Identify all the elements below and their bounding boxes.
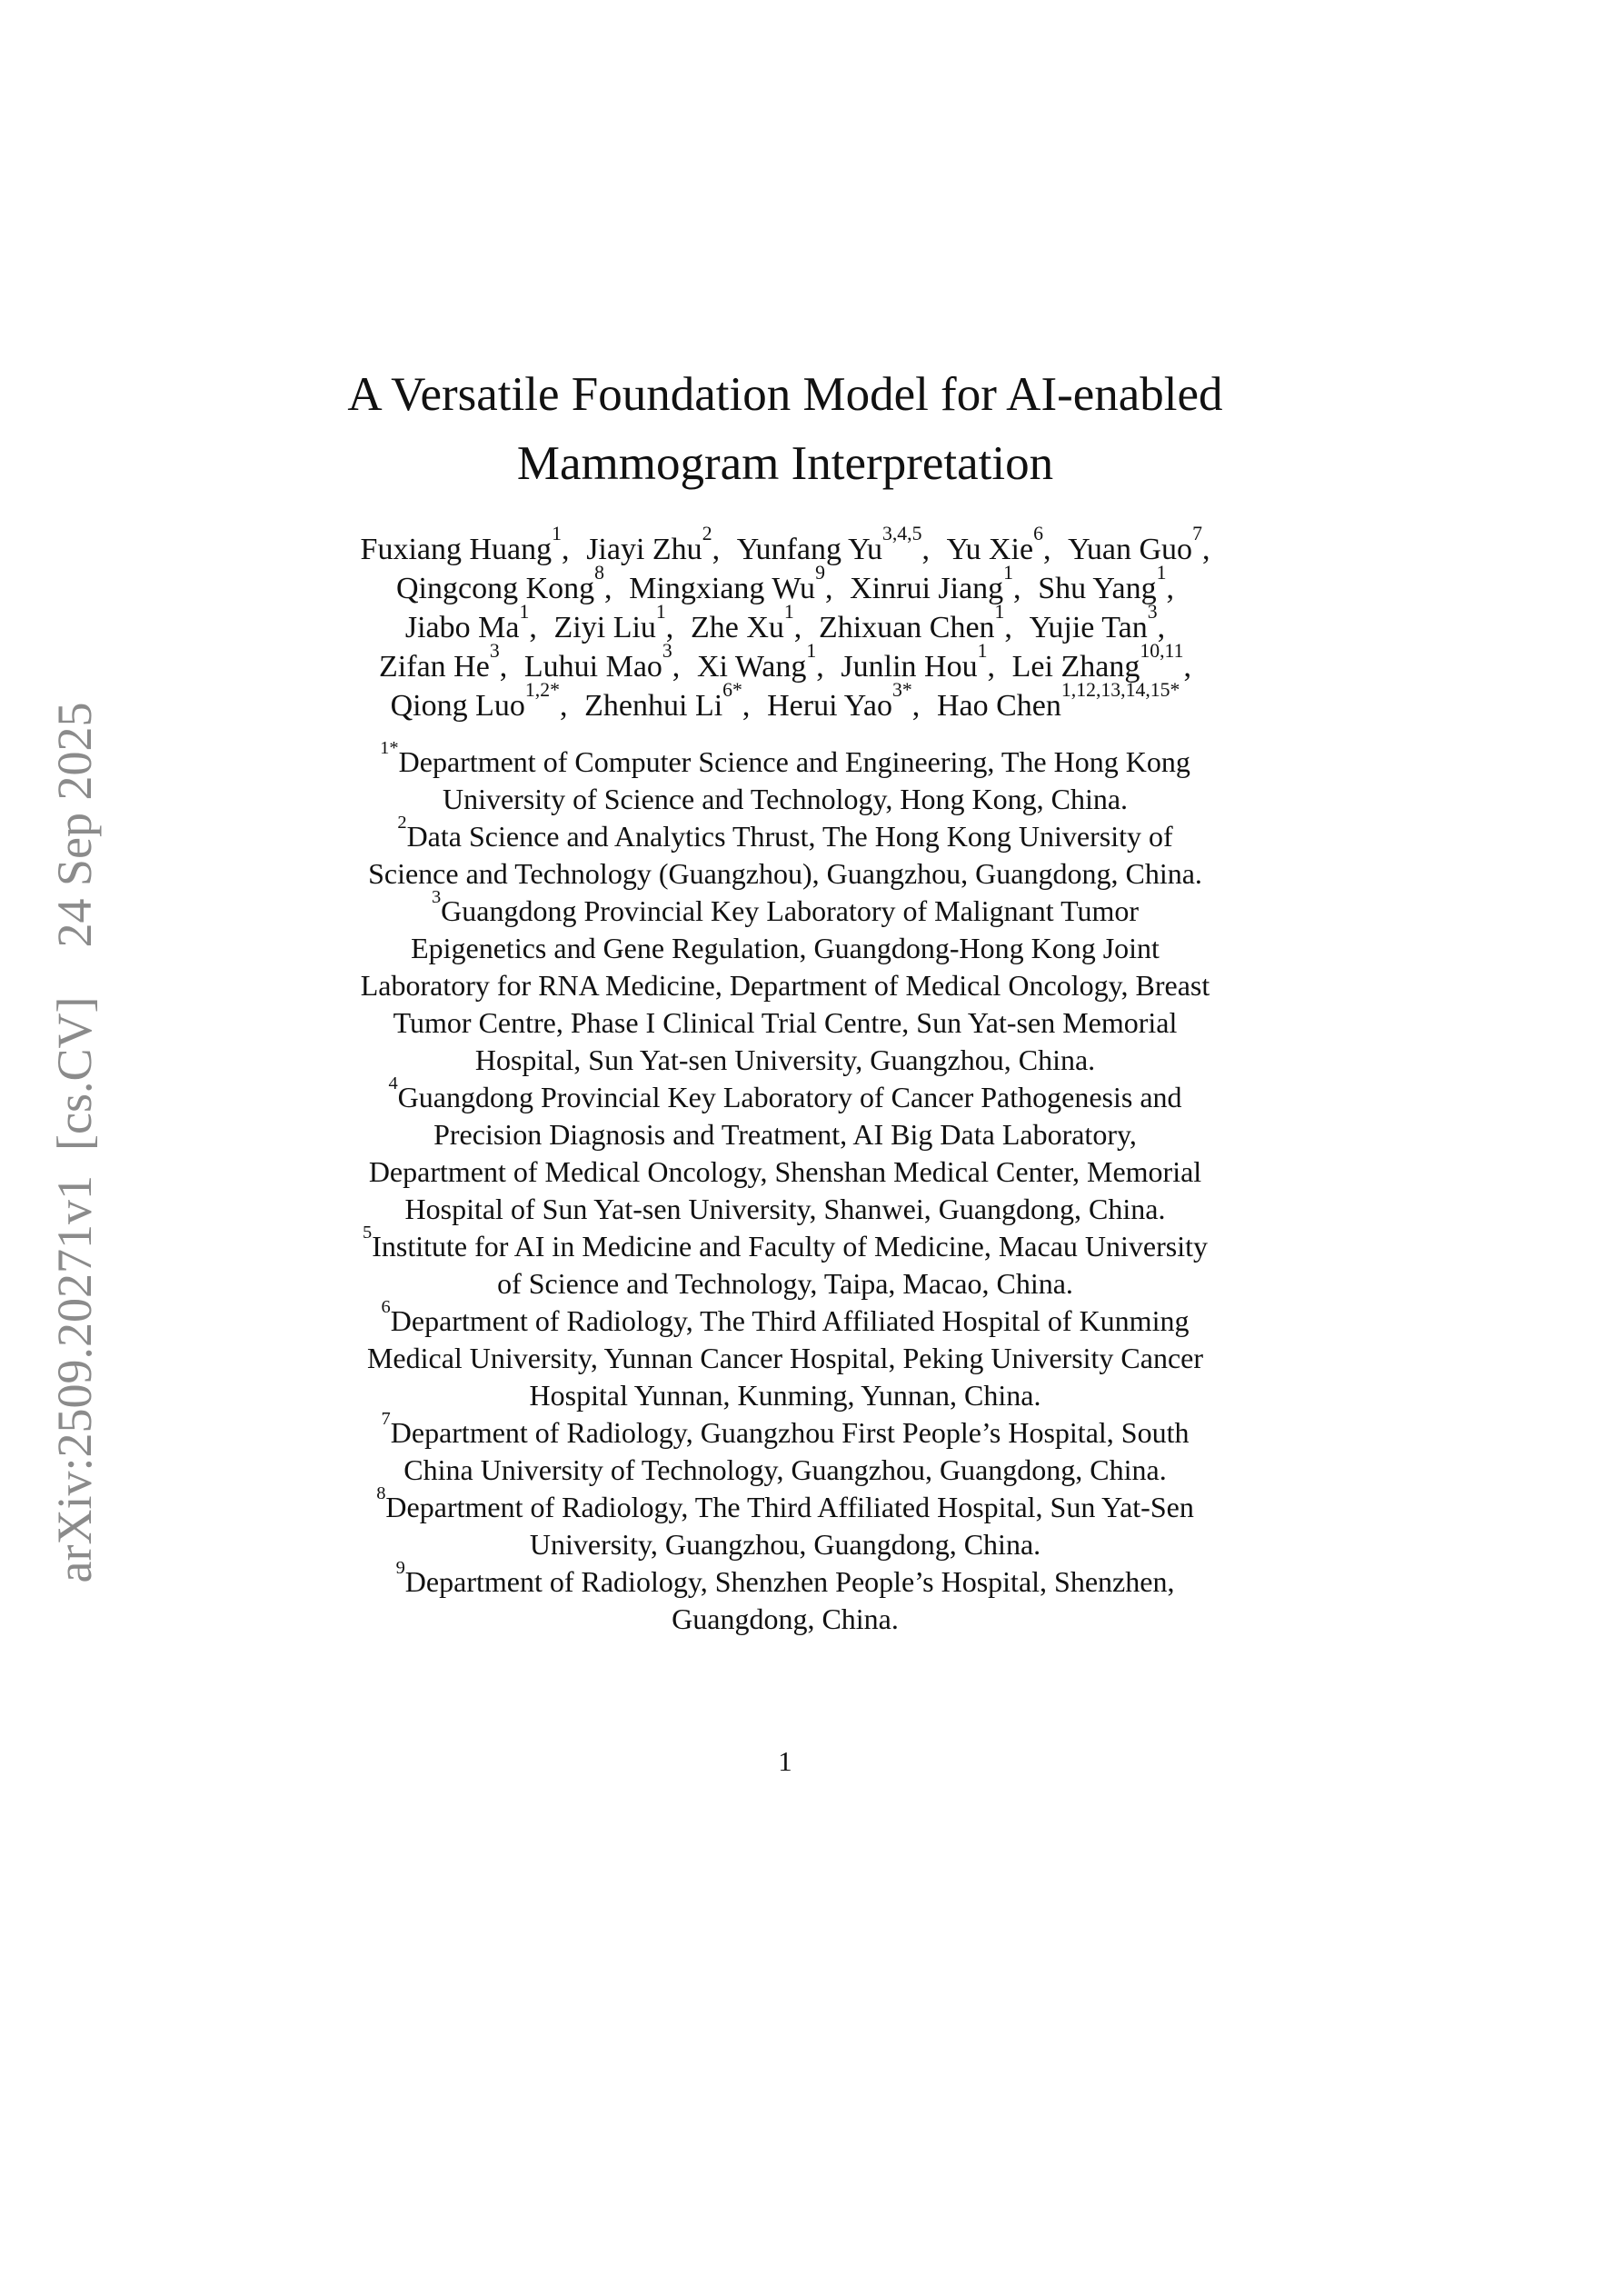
- author-separator: ,: [665, 611, 674, 644]
- affiliation-text: Tumor Centre, Phase I Clinical Trial Centre, Sun Yat-sen Memorial: [393, 1006, 1178, 1039]
- affiliation-marker: 4: [388, 1073, 398, 1093]
- author: [767, 678, 921, 723]
- author-name: Junlin Hou: [841, 650, 978, 684]
- affiliation-line: [284, 737, 1287, 781]
- author-affiliation-superscript: 1: [783, 600, 794, 623]
- affiliation-text: Department of Radiology, Guangzhou First People’s Hospital, South: [390, 1416, 1190, 1449]
- author-affiliation-superscript: 1: [977, 639, 988, 662]
- author-affiliation-superscript: 1: [552, 522, 563, 544]
- author-separator: ,: [559, 689, 568, 723]
- affiliation-text: Hospital of Sun Yat-sen University, Shanwei, Guangdong, China.: [404, 1193, 1166, 1225]
- affiliation: [284, 1296, 1287, 1414]
- paper-title: [284, 360, 1287, 498]
- author-name: Mingxiang Wu: [629, 572, 816, 605]
- affiliation-text: Data Science and Analytics Thrust, The Hong Kong University of: [406, 820, 1173, 853]
- title-line-1: A Versatile Foundation Model for AI-enabled: [347, 368, 1223, 421]
- author-affiliation-superscript: 1: [519, 600, 530, 623]
- author-name: Lei Zhang: [1011, 650, 1140, 684]
- author-affiliation-superscript: 1: [806, 639, 817, 662]
- author-affiliation-superscript: 1,12,13,14,15*: [1060, 678, 1180, 701]
- author-name: Zhe Xu: [690, 611, 784, 644]
- author-name: Xinrui Jiang: [850, 572, 1004, 605]
- author: [841, 639, 995, 684]
- author-name: Yujie Tan: [1029, 611, 1148, 644]
- author-name: Fuxiang Huang: [360, 533, 553, 566]
- author-affiliation-superscript: 1: [1003, 561, 1014, 584]
- affiliation-line: [284, 1601, 1287, 1638]
- author-separator: ,: [1157, 611, 1166, 644]
- affiliation-text: Department of Computer Science and Engineering, The Hong Kong: [398, 745, 1190, 778]
- author-name: Luhui Mao: [523, 650, 662, 684]
- author: [586, 522, 721, 566]
- affiliation-text: Hospital Yunnan, Kunming, Yunnan, China.: [529, 1379, 1041, 1412]
- author-separator: ,: [742, 689, 751, 723]
- affiliation-line: [284, 1073, 1287, 1116]
- affiliation-text: China University of Technology, Guangzhou, Guangdong, China.: [403, 1453, 1167, 1486]
- affiliation-text: Guangdong, China.: [672, 1602, 899, 1635]
- author-name: Shu Yang: [1038, 572, 1157, 605]
- author: [1068, 522, 1210, 566]
- affiliation-text: Department of Radiology, The Third Affiliated Hospital, Sun Yat-Sen: [385, 1491, 1194, 1523]
- author-affiliation-superscript: 3: [489, 639, 500, 662]
- author-affiliation-superscript: 10,11: [1140, 639, 1184, 662]
- affiliation-text: Science and Technology (Guangzhou), Guangzhou, Guangdong, China.: [368, 857, 1202, 890]
- author-name: Qingcong Kong: [396, 572, 595, 605]
- affiliation-text: of Science and Technology, Taipa, Macao, China.: [497, 1267, 1073, 1300]
- page-number: 1: [778, 1745, 792, 1777]
- affiliation-line: [284, 1377, 1287, 1414]
- affiliation-marker: 9: [395, 1557, 405, 1578]
- author-name: Zhixuan Chen: [818, 611, 995, 644]
- author-separator: ,: [562, 533, 570, 566]
- author-affiliation-superscript: 1,2*: [524, 678, 560, 701]
- author: [553, 600, 674, 644]
- affiliation: [284, 886, 1287, 1079]
- author-affiliation-superscript: 3,4,5: [881, 522, 922, 544]
- author-separator: ,: [911, 689, 921, 723]
- affiliation-text: Guangdong Provincial Key Laboratory of Malignant Tumor: [441, 894, 1140, 927]
- author-name: Zifan He: [379, 650, 490, 684]
- affiliation: [284, 1408, 1287, 1489]
- author: [946, 522, 1051, 566]
- affiliation-marker: 6: [381, 1296, 391, 1317]
- affiliation-text: Department of Radiology, Shenzhen People’s Hospital, Shenzhen,: [404, 1565, 1175, 1598]
- author-name: Hao Chen: [936, 689, 1061, 723]
- author-name: Ziyi Liu: [553, 611, 656, 644]
- author-name: Jiayi Zhu: [586, 533, 702, 566]
- author: [379, 639, 508, 684]
- affiliation-line: [284, 1116, 1287, 1153]
- affiliation-line: [284, 1004, 1287, 1042]
- author-separator: ,: [793, 611, 802, 644]
- author: [360, 522, 570, 566]
- author-affiliation-superscript: 1: [655, 600, 666, 623]
- author-separator: ,: [712, 533, 721, 566]
- affiliation-line: [284, 1408, 1287, 1452]
- author-name: Zhenhui Li: [584, 689, 723, 723]
- author-separator: ,: [824, 572, 833, 605]
- author-separator: ,: [1183, 650, 1191, 684]
- affiliation-line: [284, 1452, 1287, 1489]
- author-affiliation-superscript: 1: [1156, 561, 1167, 584]
- affiliation-line: [284, 1222, 1287, 1265]
- affiliation: [284, 1073, 1287, 1228]
- author: [936, 678, 1180, 723]
- affiliation-text: Department of Radiology, The Third Affiliated Hospital of Kunming: [390, 1304, 1190, 1337]
- author: [584, 678, 751, 723]
- affiliation-text: Laboratory for RNA Medicine, Department of Medical Oncology, Breast: [360, 969, 1210, 1002]
- affiliation-text: Guangdong Provincial Key Laboratory of Cancer Pathogenesis and: [397, 1081, 1182, 1113]
- affiliation-line: [284, 781, 1287, 818]
- affiliation-list: [284, 737, 1287, 1638]
- affiliation: [284, 1557, 1287, 1638]
- affiliation-text: Department of Medical Oncology, Shenshan Medical Center, Memorial: [368, 1155, 1202, 1188]
- author-separator: ,: [604, 572, 612, 605]
- affiliation-line: [284, 1557, 1287, 1601]
- affiliation-line: [284, 1526, 1287, 1563]
- affiliation: [284, 1482, 1287, 1563]
- author-affiliation-superscript: 8: [594, 561, 605, 584]
- affiliation-line: [284, 1153, 1287, 1191]
- affiliation: [284, 1222, 1287, 1303]
- affiliation-text: Epigenetics and Gene Regulation, Guangdong-Hong Kong Joint: [411, 932, 1160, 964]
- author-affiliation-superscript: 3: [1147, 600, 1158, 623]
- affiliation-line: [284, 1191, 1287, 1228]
- affiliation-line: [284, 812, 1287, 855]
- affiliation-marker: 2: [397, 812, 407, 833]
- author-separator: ,: [921, 533, 930, 566]
- title-line-2: Mammogram Interpretation: [516, 437, 1054, 490]
- affiliation-line: [284, 886, 1287, 930]
- author-name: Jiabo Ma: [404, 611, 520, 644]
- author: [690, 600, 802, 644]
- author-affiliation-superscript: 6: [1033, 522, 1043, 544]
- author-separator: ,: [1004, 611, 1012, 644]
- author-line: [265, 522, 1305, 569]
- author-separator: ,: [1201, 533, 1210, 566]
- author-name: Yu Xie: [946, 533, 1034, 566]
- author-name: Xi Wang: [696, 650, 807, 684]
- affiliation-text: University of Science and Technology, Hong Kong, China.: [442, 783, 1129, 815]
- affiliation-text: Precision Diagnosis and Treatment, AI Big Data Laboratory,: [433, 1118, 1137, 1151]
- author-affiliation-superscript: 1: [994, 600, 1005, 623]
- affiliation: [284, 812, 1287, 893]
- author-separator: ,: [672, 650, 681, 684]
- author-list: [265, 522, 1305, 725]
- author-separator: ,: [1042, 533, 1051, 566]
- author-separator: ,: [529, 611, 537, 644]
- author-affiliation-superscript: 7: [1192, 522, 1202, 544]
- affiliation-line: [284, 1340, 1287, 1377]
- affiliation-line: [284, 1265, 1287, 1303]
- affiliation-marker: 1*: [380, 737, 399, 758]
- author-affiliation-superscript: 6*: [722, 678, 742, 701]
- affiliation-marker: 5: [363, 1222, 373, 1243]
- affiliation: [284, 737, 1287, 818]
- arxiv-watermark: arXiv:2509.20271v1 [cs.CV] 24 Sep 2025: [47, 702, 102, 1583]
- author: [396, 561, 612, 605]
- author-name: Yunfang Yu: [736, 533, 882, 566]
- affiliation-line: [284, 1042, 1287, 1079]
- author-affiliation-superscript: 3*: [892, 678, 912, 701]
- affiliation-text: Institute for AI in Medicine and Faculty of Medicine, Macau University: [372, 1230, 1208, 1263]
- affiliation-marker: 3: [431, 886, 442, 907]
- author-separator: ,: [816, 650, 824, 684]
- author-separator: ,: [987, 650, 995, 684]
- author-separator: ,: [1013, 572, 1021, 605]
- author-separator: ,: [499, 650, 508, 684]
- author-line: [265, 678, 1305, 725]
- author-name: Herui Yao: [767, 689, 893, 723]
- author-name: Qiong Luo: [390, 689, 525, 723]
- author-name: Yuan Guo: [1068, 533, 1193, 566]
- affiliation-marker: 8: [376, 1482, 386, 1503]
- author-affiliation-superscript: 3: [662, 639, 672, 662]
- affiliation-line: [284, 930, 1287, 967]
- author-separator: ,: [1166, 572, 1174, 605]
- author: [736, 522, 930, 566]
- author: [696, 639, 824, 684]
- affiliation-marker: 7: [381, 1408, 391, 1429]
- affiliation-line: [284, 967, 1287, 1004]
- affiliation-line: [284, 1482, 1287, 1526]
- affiliation-text: Hospital, Sun Yat-sen University, Guangzhou, China.: [474, 1043, 1096, 1076]
- author-affiliation-superscript: 9: [815, 561, 825, 584]
- author-affiliation-superscript: 2: [702, 522, 712, 544]
- affiliation-text: Medical University, Yunnan Cancer Hospital, Peking University Cancer: [366, 1342, 1204, 1374]
- affiliation-text: University, Guangzhou, Guangdong, China.: [529, 1528, 1041, 1561]
- author: [404, 600, 537, 644]
- author: [390, 678, 568, 723]
- affiliation-line: [284, 1296, 1287, 1340]
